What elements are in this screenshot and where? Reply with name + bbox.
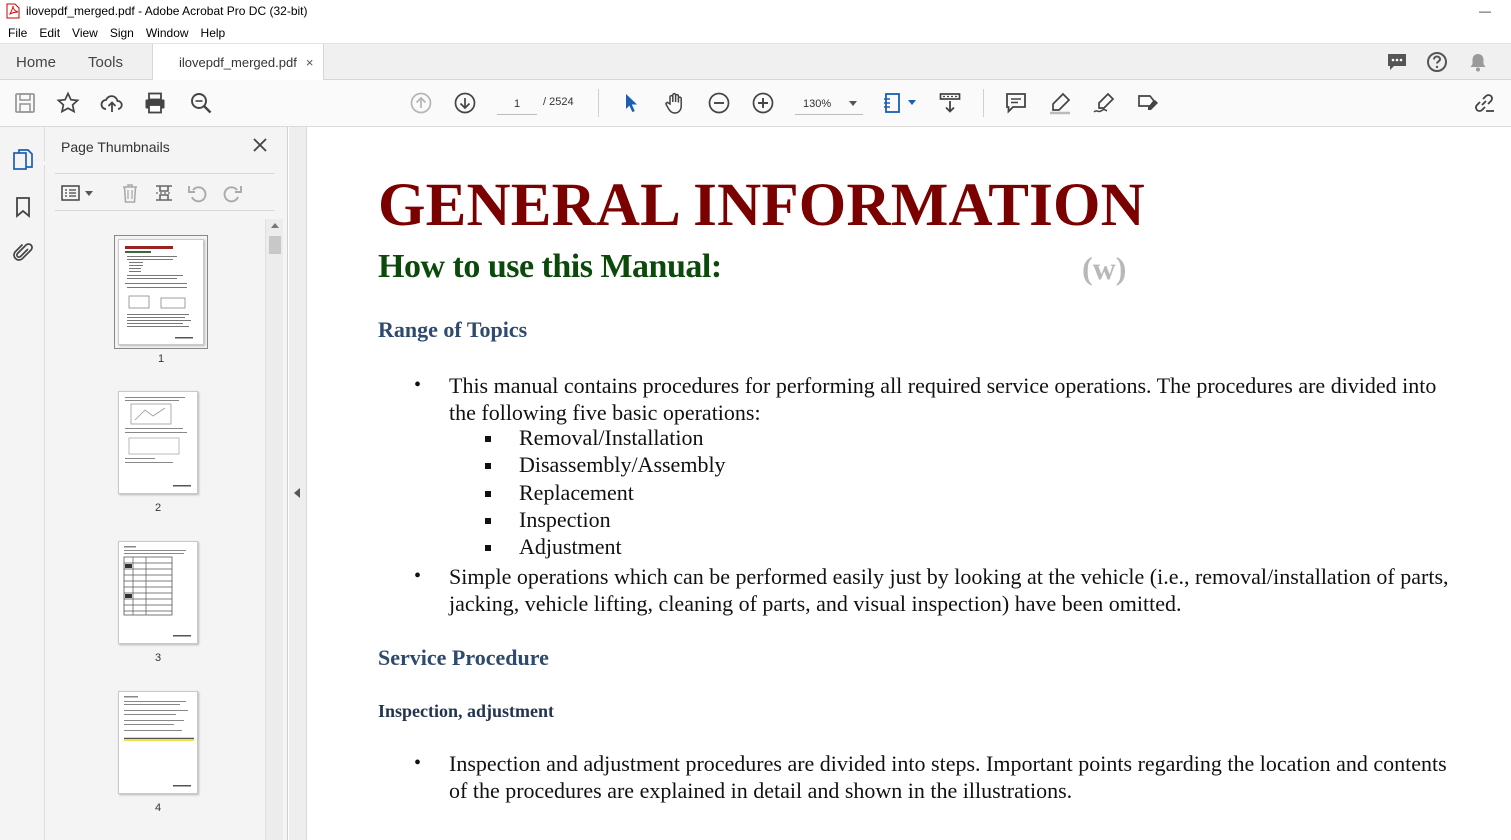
print-icon[interactable] <box>143 91 167 115</box>
bullet-glyph: • <box>414 565 422 587</box>
thumbnail-scrollbar[interactable] <box>265 219 283 840</box>
bullet-glyph: • <box>414 752 422 774</box>
window-title: ilovepdf_merged.pdf - Adobe Acrobat Pro DC (32-bit) <box>26 4 308 18</box>
star-bookmark-icon[interactable] <box>56 91 80 115</box>
zoom-out-icon[interactable] <box>707 91 731 115</box>
notification-bell-icon[interactable] <box>1467 51 1489 73</box>
menu-view[interactable]: View <box>72 25 98 40</box>
page-thumbnail[interactable] <box>118 391 198 494</box>
tab-document-label: ilovepdf_merged.pdf <box>179 55 297 70</box>
page-number-label: 3 <box>154 652 162 664</box>
minimize-icon: — <box>1479 4 1491 18</box>
page-preview-image <box>119 542 197 643</box>
page-number-label: 2 <box>154 502 162 514</box>
highlight-pen-icon[interactable] <box>1048 91 1072 115</box>
paragraph-inspection-steps: Inspection and adjustment procedures are divided into steps. Important points regarding the location and contents of the procedures are explained in detail and shown in the illustrations. <box>449 751 1447 803</box>
title-bar <box>0 0 1511 22</box>
main-toolbar <box>0 80 1511 127</box>
fill-sign-icon[interactable] <box>1136 91 1160 115</box>
panel-title: Page Thumbnails <box>61 139 170 155</box>
paragraph-omitted-operations: Simple operations which can be performed easily just by looking at the vehicle (i.e., removal/installation of parts, jacking, vehicle lifting, cleaning of parts, and visual inspection) have been omitted. <box>449 564 1449 616</box>
tab-bar <box>0 43 1511 80</box>
close-tab-icon[interactable]: × <box>305 55 314 70</box>
square-bullet <box>485 491 491 497</box>
page-thumbnails-icon[interactable] <box>11 148 35 172</box>
page-preview-image <box>119 392 197 493</box>
tab-tools[interactable]: Tools <box>88 53 124 71</box>
rotate-counterclockwise-icon[interactable] <box>187 182 209 204</box>
menu-help[interactable]: Help <box>200 25 226 40</box>
zoom-level-value: 130% <box>803 97 832 110</box>
zoom-level-dropdown[interactable] <box>795 93 863 115</box>
add-comment-icon[interactable] <box>1004 91 1028 115</box>
operation-item: Replacement <box>519 480 634 505</box>
menu-sign[interactable]: Sign <box>109 25 134 40</box>
attachments-paperclip-icon[interactable] <box>11 241 35 265</box>
toolbar-divider <box>983 89 984 117</box>
bookmarks-icon[interactable] <box>11 195 35 219</box>
fit-page-icon[interactable] <box>882 91 906 115</box>
operation-item: Adjustment <box>519 534 622 559</box>
page-thumbnails-panel <box>45 127 288 840</box>
cloud-upload-icon[interactable] <box>100 91 124 115</box>
hand-tool-icon[interactable] <box>663 91 687 115</box>
page-total-label: / 2524 <box>543 96 574 108</box>
menu-bar <box>0 22 1511 43</box>
section-heading-service-procedure: Service Procedure <box>378 645 549 670</box>
operation-item: Disassembly/Assembly <box>519 452 726 477</box>
comment-bubble-icon[interactable] <box>1386 51 1408 73</box>
pdf-file-icon <box>6 3 20 19</box>
navigation-rail <box>0 127 45 840</box>
subsection-heading-inspection: Inspection, adjustment <box>378 701 555 721</box>
page-number-input[interactable] <box>497 93 537 115</box>
chevron-down-icon <box>849 101 857 107</box>
save-icon[interactable] <box>13 91 37 115</box>
draw-sign-icon[interactable] <box>1092 91 1116 115</box>
scroll-mode-icon[interactable] <box>938 91 962 115</box>
thumbnail-options-icon[interactable] <box>60 182 82 204</box>
scrollbar-thumb[interactable] <box>269 236 281 254</box>
square-bullet <box>485 518 491 524</box>
thumbnail-options-chevron-icon[interactable] <box>85 191 93 197</box>
next-page-icon[interactable] <box>453 91 477 115</box>
page-preview-image <box>119 240 203 344</box>
collapse-arrow-icon[interactable] <box>294 488 300 498</box>
tab-home[interactable]: Home <box>16 53 57 71</box>
select-cursor-icon[interactable] <box>619 91 643 115</box>
thumbnail-list <box>45 219 267 840</box>
page-number-label: 4 <box>154 802 162 814</box>
bullet-glyph: • <box>414 374 422 396</box>
operation-item: Removal/Installation <box>519 425 704 450</box>
scroll-up-arrow-icon[interactable] <box>271 223 279 228</box>
fit-options-chevron-icon[interactable] <box>908 100 916 106</box>
panel-collapse-strip[interactable] <box>289 127 307 840</box>
extract-pages-icon[interactable] <box>153 182 175 204</box>
square-bullet <box>485 436 491 442</box>
menu-edit[interactable]: Edit <box>39 25 61 40</box>
page-preview-image <box>119 692 197 793</box>
help-icon[interactable] <box>1426 51 1448 73</box>
square-bullet <box>485 463 491 469</box>
close-panel-icon[interactable] <box>251 136 269 154</box>
section-heading-range-of-topics: Range of Topics <box>378 317 528 342</box>
page-number-label: 1 <box>157 353 165 365</box>
square-bullet <box>485 545 491 551</box>
zoom-in-icon[interactable] <box>751 91 775 115</box>
menu-window[interactable]: Window <box>145 25 189 40</box>
document-title: GENERAL INFORMATION <box>378 172 1145 239</box>
watermark-mark: (w) <box>1082 250 1127 286</box>
toolbar-divider <box>598 89 599 117</box>
paragraph-operations-intro: This manual contains procedures for performing all required service operations. The procedures are divided into the following five basic operations: <box>449 373 1437 425</box>
tab-document[interactable] <box>152 44 324 81</box>
document-subtitle: How to use this Manual: <box>378 248 722 285</box>
page-thumbnail[interactable] <box>118 239 204 345</box>
delete-page-icon[interactable] <box>119 182 141 204</box>
minimize-button[interactable] <box>1470 0 1500 22</box>
document-view[interactable] <box>308 127 1511 840</box>
zoom-search-icon[interactable] <box>189 91 213 115</box>
page-thumbnail[interactable] <box>118 691 198 794</box>
thumbnail-toolbar <box>55 173 275 211</box>
operation-item: Inspection <box>519 507 611 532</box>
rotate-clockwise-icon[interactable] <box>221 182 243 204</box>
previous-page-icon[interactable] <box>409 91 433 115</box>
menu-file[interactable]: File <box>8 25 28 40</box>
share-link-icon[interactable] <box>1472 91 1496 115</box>
page-thumbnail[interactable] <box>118 541 198 644</box>
